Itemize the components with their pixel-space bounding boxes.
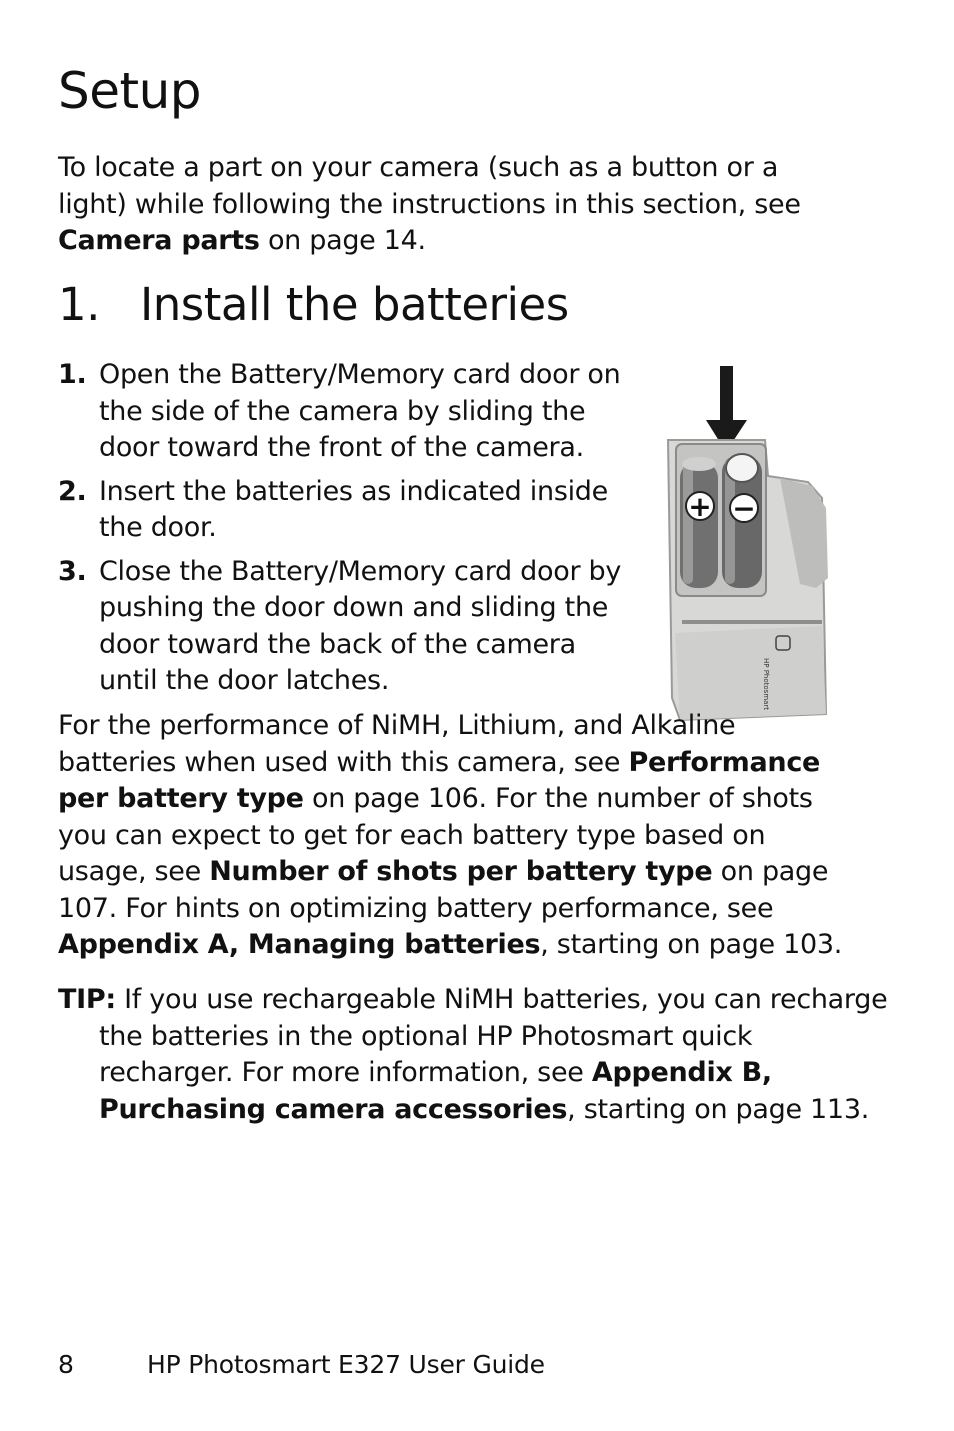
minus-symbol: − (732, 492, 756, 525)
battery-minus (722, 454, 762, 588)
appendix-a-reference: Appendix A, Managing batteries (58, 929, 541, 960)
tip-paragraph (58, 982, 889, 1128)
page-title: Setup (58, 62, 202, 120)
number-of-shots-reference: Number of shots per battery type (209, 856, 713, 887)
tip-label: TIP: (58, 984, 116, 1015)
perf-text-2: on page 106. For the number of shots you can expect to get for each battery type based on usage, see (58, 783, 813, 887)
steps-list (58, 357, 628, 707)
step-text: Close the Battery/Memory card door by pushing the door down and sliding the door toward the back of the camera until the door latches. (99, 555, 622, 696)
step-item (58, 554, 628, 700)
appendix-b-reference: Appendix B, Purchasing camera accessories (99, 1057, 772, 1125)
battery-performance-paragraph (58, 708, 858, 964)
camera-side-label: HP Photosmart (762, 658, 770, 711)
perf-text-1: For the performance of NiMH, Lithium, and Alkaline batteries when used with this camera, see (58, 710, 736, 778)
step-text: Open the Battery/Memory card door on the side of the camera by sliding the door toward the front of the camera. (99, 359, 621, 463)
footer-page-number: 8 (58, 1350, 74, 1379)
performance-per-battery-type-reference: Performance per battery type (58, 746, 821, 814)
step-number: 3. (58, 555, 87, 587)
plus-symbol: + (688, 490, 712, 523)
intro-paragraph (58, 150, 848, 260)
perf-text-3: on page 107. For hints on optimizing battery performance, see (58, 856, 829, 924)
step-item (58, 474, 628, 547)
battery-plus (680, 457, 718, 588)
step-number: 1. (58, 359, 87, 390)
step-number: 2. (58, 475, 87, 507)
section-heading (58, 278, 569, 331)
camera-parts-reference: Camera parts (58, 225, 260, 256)
battery-door-illustration (640, 358, 840, 733)
intro-text: To locate a part on your camera (such as a button or a light) while following the instructions in this section, see (58, 152, 801, 220)
tip-text-1: If you use rechargeable NiMH batteries, you can recharge the batteries in the optional HP Photosmart quick recharger. For more information, see (99, 984, 888, 1088)
footer-guide-title: HP Photosmart E327 User Guide (147, 1350, 545, 1379)
section-title: Install the batteries (140, 278, 569, 331)
perf-text-4: , starting on page 103. (540, 929, 843, 960)
step-item (58, 357, 628, 467)
intro-text-end: on page 14. (259, 225, 426, 256)
tip-text-2: , starting on page 113. (567, 1093, 869, 1125)
section-number: 1. (58, 278, 100, 331)
step-text: Insert the batteries as indicated inside the door. (99, 475, 608, 543)
